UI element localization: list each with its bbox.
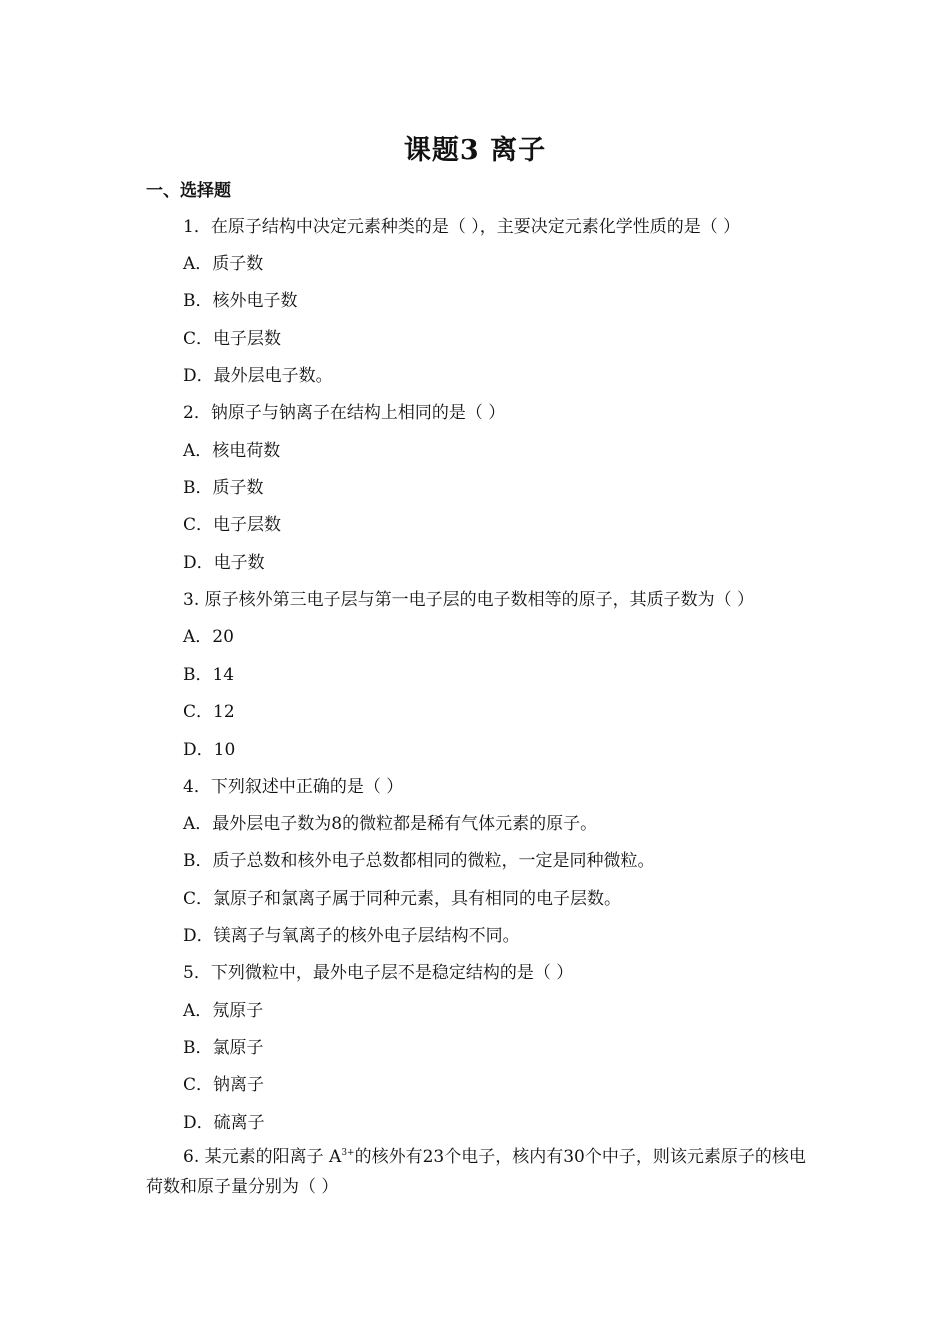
question-1-option-a: A．质子数 xyxy=(183,254,264,274)
charge-superscript: 3+ xyxy=(341,1148,355,1158)
question-6-stem xyxy=(146,1142,814,1202)
question-4-option-a: A．最外层电子数为8的微粒都是稀有气体元素的原子。 xyxy=(183,814,598,834)
question-5-option-c: C．钠离子 xyxy=(183,1075,265,1095)
question-5-option-a: A．氖原子 xyxy=(183,1001,264,1021)
question-4-stem: 4．下列叙述中正确的是（ ） xyxy=(183,777,404,797)
question-2-option-d: D．电子数 xyxy=(183,553,265,573)
question-3-option-a: A．20 xyxy=(183,627,234,647)
question-4-option-d: D．镁离子与氧离子的核外电子层结构不同。 xyxy=(183,926,520,946)
question-5-option-d: D．硫离子 xyxy=(183,1113,265,1133)
page-title: 课题3 离子 xyxy=(403,135,547,166)
section-heading: 一、选择题 xyxy=(146,181,231,201)
question-3-stem: 3. 原子核外第三电子层与第一电子层的电子数相等的原子，其质子数为（ ） xyxy=(183,590,755,610)
question-5-option-b: B．氯原子 xyxy=(183,1038,264,1058)
question-3-option-b: B．14 xyxy=(183,665,235,685)
question-3-option-d: D．10 xyxy=(183,740,236,760)
question-2-option-c: C．电子层数 xyxy=(183,515,282,535)
question-2-option-a: A．核电荷数 xyxy=(183,441,281,461)
question-4-option-c: C．氯原子和氯离子属于同种元素，具有相同的电子层数。 xyxy=(183,889,622,909)
question-3-option-c: C．12 xyxy=(183,702,235,722)
question-1-option-b: B．核外电子数 xyxy=(183,291,298,311)
question-1-option-c: C．电子层数 xyxy=(183,329,282,349)
question-6-text-end: 的核外有23个电子，核内有30个中子，则该元素原子的核电荷数和原子量分别为（ ） xyxy=(146,1147,806,1197)
question-4-option-b: B．质子总数和核外电子总数都相同的微粒，一定是同种微粒。 xyxy=(183,851,655,871)
question-6-text-start: 6. 某元素的阳离子 A xyxy=(183,1147,342,1167)
question-5-stem: 5．下列微粒中，最外电子层不是稳定结构的是（ ） xyxy=(183,963,574,983)
question-2-stem: 2．钠原子与钠离子在结构上相同的是（ ） xyxy=(183,403,506,423)
question-2-option-b: B．质子数 xyxy=(183,478,264,498)
question-1-stem: 1．在原子结构中决定元素种类的是（ ），主要决定元素化学性质的是（ ） xyxy=(183,217,741,237)
question-1-option-d: D．最外层电子数。 xyxy=(183,366,333,386)
